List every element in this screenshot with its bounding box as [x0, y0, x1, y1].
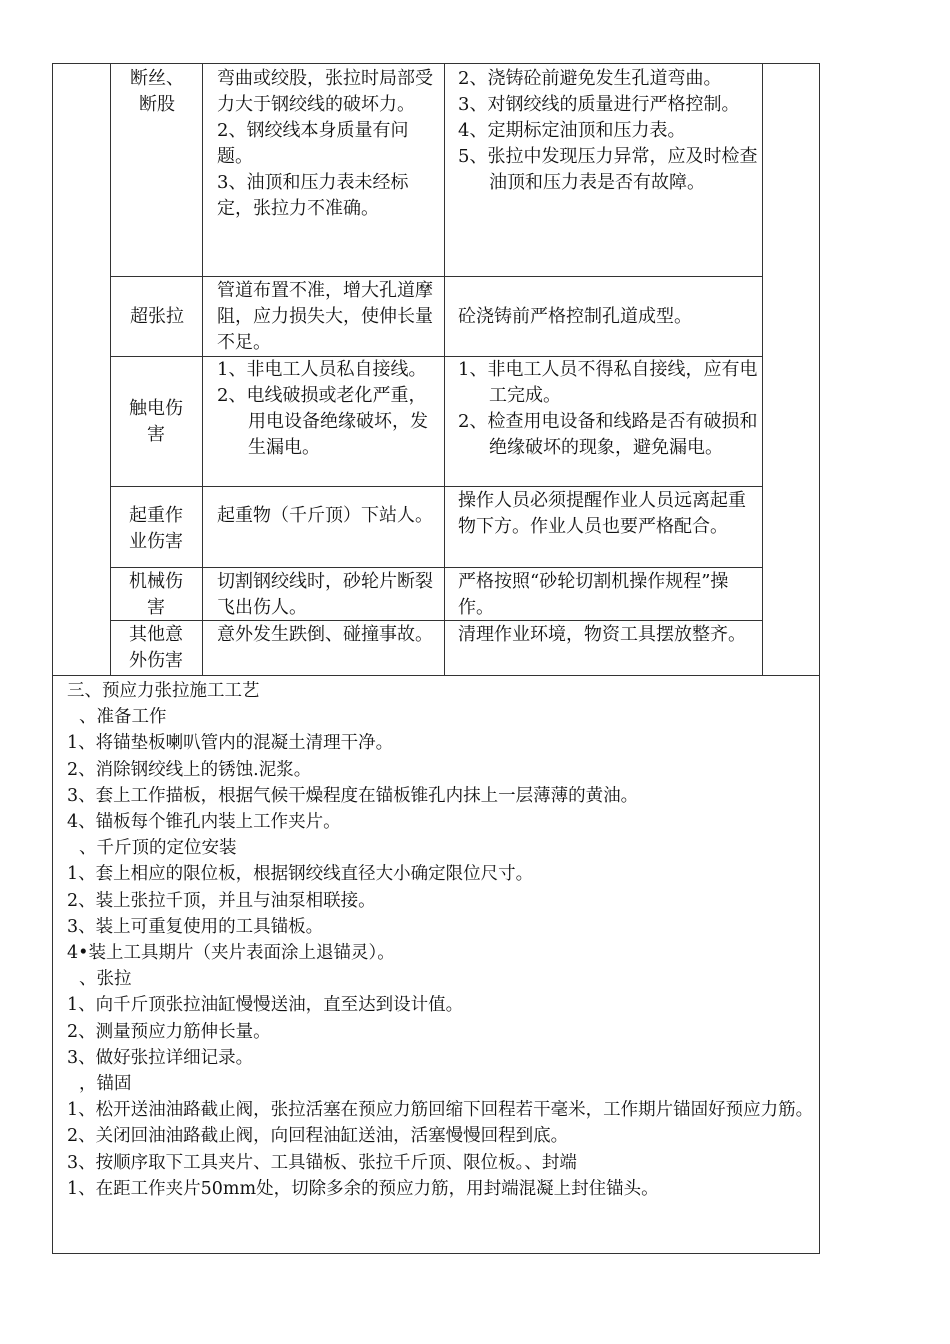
table-row-causes: 切割钢绞线时，砂轮片断裂飞出伤人。	[217, 571, 433, 618]
table-row-measures: 操作人员必须提醒作业人员远离起重物下方。作业人员也要严格配合。	[458, 490, 746, 537]
table-row-category: 触电伤害	[129, 398, 183, 445]
section-title: 三、预应力张拉施工工艺	[67, 681, 260, 701]
cause-item: 1、非电工人员私自接线。	[217, 359, 427, 380]
table-row-causes	[217, 357, 437, 461]
table-vline-1	[110, 64, 111, 675]
cause-item: 2、电线破损或老化严重，用电设备绝缘破坏，发生漏电。	[217, 385, 428, 458]
table-row-measures	[458, 66, 758, 196]
process-step: 3、按顺序取下工具夹片、工具锚板、张拉千斤顶、限位板。、封端	[67, 1152, 577, 1173]
measure-item: 4、定期标定油顶和压力表。	[458, 120, 686, 141]
table-vline-2	[202, 64, 203, 675]
row-divider	[110, 276, 763, 277]
table-row-measures	[458, 357, 758, 461]
table-vline-3	[444, 64, 445, 675]
table-row-category: 断丝、断股	[130, 68, 184, 115]
table-row-category: 机械伤害	[129, 571, 183, 618]
subheading: 、准备工作	[79, 707, 167, 728]
table-row-category: 其他意外伤害	[129, 624, 183, 671]
process-step: 3、套上工作描板，根据气候干燥程度在锚板锥孔内抹上一层薄薄的黄油。	[67, 785, 639, 806]
table-bottom-rule	[53, 675, 820, 676]
table-row-category: 起重作业伤害	[129, 505, 183, 552]
process-section	[67, 678, 817, 1202]
cause-item: 3、油顶和压力表未经标定，张拉力不准确。	[217, 172, 409, 219]
process-step: 4、锚板每个锥孔内装上工作夹片。	[67, 812, 341, 833]
subheading: 、张拉	[79, 969, 132, 990]
table-row-causes	[217, 66, 437, 222]
document-frame	[52, 63, 820, 1254]
process-step: 3、做好张拉详细记录。	[67, 1047, 254, 1068]
cause-item: 2、钢绞线本身质量有问题。	[217, 120, 409, 167]
table-row-causes: 意外发生跌倒、碰撞事故。	[217, 624, 433, 645]
cause-item: 弯曲或绞股，张拉时局部受力大于钢绞线的破坏力。	[217, 68, 433, 115]
table-row-category: 超张拉	[130, 306, 184, 327]
process-step: 1、将锚垫板喇叭管内的混凝土清理干净。	[67, 733, 394, 754]
measure-item: 2、浇铸砼前避免发生孔道弯曲。	[458, 68, 722, 89]
row-divider	[110, 567, 763, 568]
table-row-causes: 起重物（千斤顶）下站人。	[217, 505, 433, 526]
measure-item: 3、对钢绞线的质量进行严格控制。	[458, 94, 740, 115]
measure-item: 5、张拉中发现压力异常，应及时检查油顶和压力表是否有故障。	[458, 146, 758, 193]
process-step: 1、在距工作夹片50mm处，切除多余的预应力筋，用封端混凝上封住锚头。	[67, 1178, 659, 1199]
process-step: 2、消除钢绞线上的锈蚀.泥浆。	[67, 759, 312, 780]
process-step: 1、向千斤顶张拉油缸慢慢送油，直至达到设计值。	[67, 995, 464, 1016]
process-step: 2、装上张拉千顶，并且与油泵相联接。	[67, 890, 376, 911]
process-step: 1、松开送油油路截止阀，张拉活塞在预应力筋回缩下回程若干毫米，工作期片锚固好预应力筋。	[67, 1100, 814, 1121]
table-row-measures: 清理作业环境，物资工具摆放整齐。	[458, 624, 746, 645]
row-divider	[110, 486, 763, 487]
subheading: 、千斤顶的定位安装	[79, 838, 237, 859]
process-step: 2、关闭回油油路截止阀，向回程油缸送油，活塞慢慢回程到底。	[67, 1126, 569, 1147]
table-row-measures: 严格按照“砂轮切割机操作规程”操作。	[458, 571, 729, 618]
process-step: 4•装上工具期片（夹片表面涂上退锚灵）。	[67, 943, 395, 964]
process-step: 3、装上可重复使用的工具锚板。	[67, 916, 324, 937]
measure-item: 2、检查用电设备和线路是否有破损和绝缘破坏的现象，避免漏电。	[458, 411, 758, 458]
process-step: 2、测量预应力筋伸长量。	[67, 1021, 271, 1042]
subheading: ，锚固	[79, 1074, 132, 1095]
table-row-measures: 砼浇铸前严格控制孔道成型。	[458, 306, 692, 327]
process-step: 1、套上相应的限位板，根据钢绞线直径大小确定限位尺寸。	[67, 864, 534, 885]
table-vline-4	[762, 64, 763, 675]
table-row-causes: 管道布置不准，增大孔道摩阻，应力损失大，使伸长量不足。	[217, 280, 433, 353]
measure-item: 1、非电工人员不得私自接线，应有电工完成。	[458, 359, 758, 406]
